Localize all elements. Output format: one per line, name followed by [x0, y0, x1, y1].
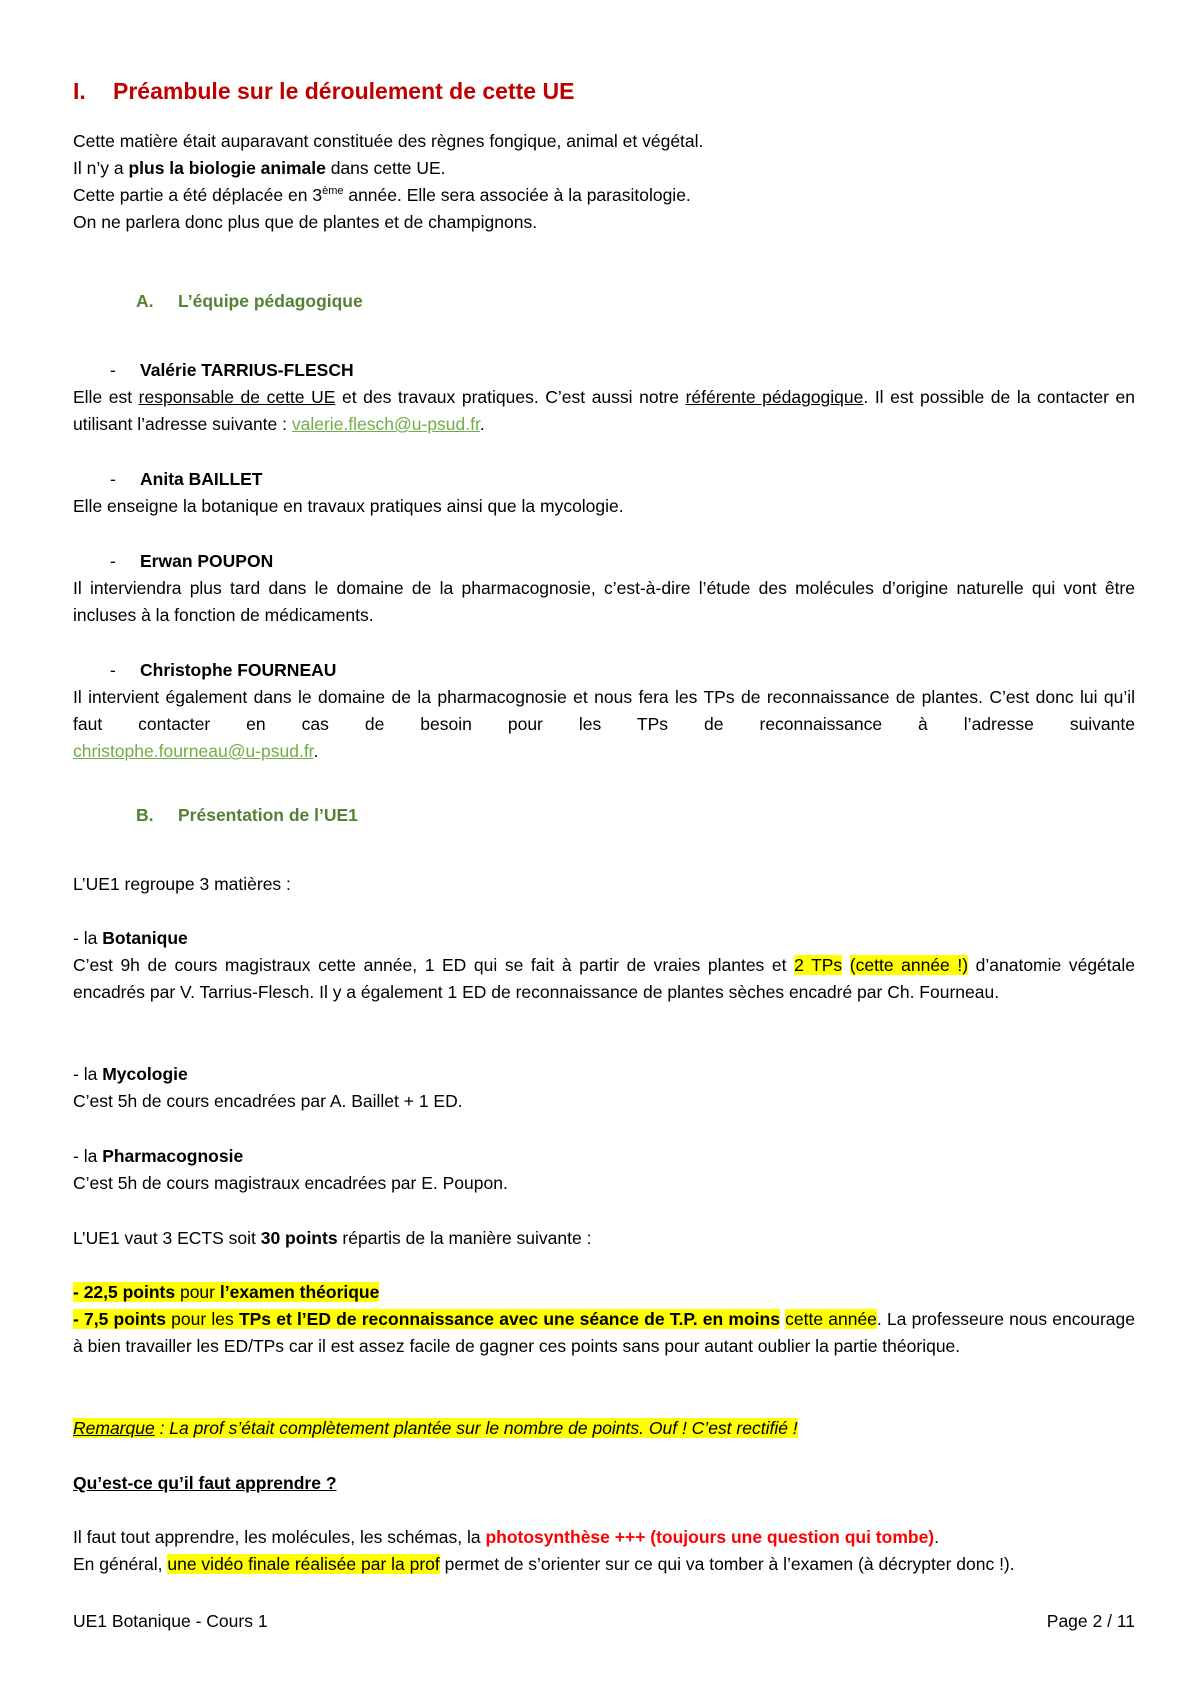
- intro-paragraph: [73, 128, 1135, 236]
- intro-line: Cette matière était auparavant constituée des règnes fongique, animal et végétal.: [73, 131, 704, 151]
- subject-description-botanique: C’est 9h de cours magistraux cette année, 1 ED qui se fait à partir de vraies plantes et 2 TPs (cette année !) d’anatomie végétale encadrés par V. Tarrius-Flesch. Il y a également 1 ED de reconnaissance de plantes sèches encadré par Ch. Fourneau.: [73, 955, 1135, 1002]
- team-member-name: - Erwan POUPON: [110, 551, 274, 571]
- subject-title-mycologie: - la Mycologie: [73, 1064, 188, 1084]
- subsection-title-b: B. Présentation de l’UE1: [136, 805, 358, 825]
- question-title: Qu’est-ce qu’il faut apprendre ?: [73, 1473, 337, 1493]
- team-member-description: Elle est responsable de cette UE et des travaux pratiques. C’est aussi notre référente pédagogique. Il est possible de la contacter en utilisant l’adresse suivante : valerie.flesch@u-psud.fr.: [73, 387, 1136, 434]
- section-title: [73, 76, 574, 106]
- section-number: I.: [73, 78, 86, 104]
- team-member-name: - Valérie TARRIUS-FLESCH: [110, 360, 354, 380]
- team-member-description: Il intervient également dans le domaine de la pharmacognosie et nous fera les TPs de reconnaissance de plantes. C’est donc lui qu’il faut contacter en cas de besoin pour les TPs de reconnaissance à l’adresse suivante: [73, 687, 1135, 734]
- intro-line: On ne parlera donc plus que de plantes et de champignons.: [73, 212, 538, 232]
- learn-line-2: En général, une vidéo finale réalisée par la prof permet de s’orienter sur ce qui va tomber à l’examen (à décrypter donc !).: [73, 1554, 1015, 1574]
- ects-line: L’UE1 vaut 3 ECTS soit 30 points répartis de la manière suivante :: [73, 1228, 592, 1248]
- email-link[interactable]: christophe.fourneau@u-psud.fr: [73, 741, 314, 761]
- intro-line: Il n’y a plus la biologie animale dans cette UE.: [73, 158, 446, 178]
- points-practical: - 7,5 points pour les TPs et l’ED de reconnaissance avec une séance de T.P. en moins cette année. La professeure nous encourage à bien travailler les ED/TPs car il est assez facile de gagner ces points sans pour autant oublier la partie théorique.: [73, 1309, 1136, 1356]
- subject-title-botanique: - la Botanique: [73, 928, 188, 948]
- footer-course-title: UE1 Botanique - Cours 1: [73, 1611, 268, 1631]
- points-theory: - 22,5 points pour l’examen théorique: [73, 1282, 380, 1302]
- team-member-description: Il interviendra plus tard dans le domaine de la pharmacognosie, c’est-à-dire l’étude des molécules d’origine naturelle qui vont être incluses à la fonction de médicaments.: [73, 578, 1135, 625]
- subject-description-pharmacognosie: C’est 5h de cours magistraux encadrées par E. Poupon.: [73, 1173, 508, 1193]
- team-member-name: - Anita BAILLET: [110, 469, 263, 489]
- subject-description-mycologie: C’est 5h de cours encadrées par A. Baillet + 1 ED.: [73, 1091, 463, 1111]
- subject-title-pharmacognosie: - la Pharmacognosie: [73, 1146, 244, 1166]
- team-member-name: - Christophe FOURNEAU: [110, 660, 337, 680]
- team-member-description: Elle enseigne la botanique en travaux pratiques ainsi que la mycologie.: [73, 496, 624, 516]
- team-member-email: christophe.fourneau@u-psud.fr.: [73, 741, 319, 761]
- section-title-text: Préambule sur le déroulement de cette UE: [113, 78, 575, 104]
- ue1-intro: L’UE1 regroupe 3 matières :: [73, 874, 291, 894]
- subsection-title-a: A. L’équipe pédagogique: [136, 291, 363, 311]
- remark: Remarque : La prof s’était complètement plantée sur le nombre de points. Ouf ! C’est rectifié !: [73, 1418, 798, 1438]
- intro-line: Cette partie a été déplacée en 3ème année. Elle sera associée à la parasitologie.: [73, 185, 691, 205]
- email-link[interactable]: valerie.flesch@u-psud.fr: [291, 414, 480, 434]
- learn-line-1: Il faut tout apprendre, les molécules, les schémas, la photosynthèse +++ (toujours une question qui tombe).: [73, 1527, 940, 1547]
- footer-page-number: Page 2 / 11: [1046, 1611, 1135, 1631]
